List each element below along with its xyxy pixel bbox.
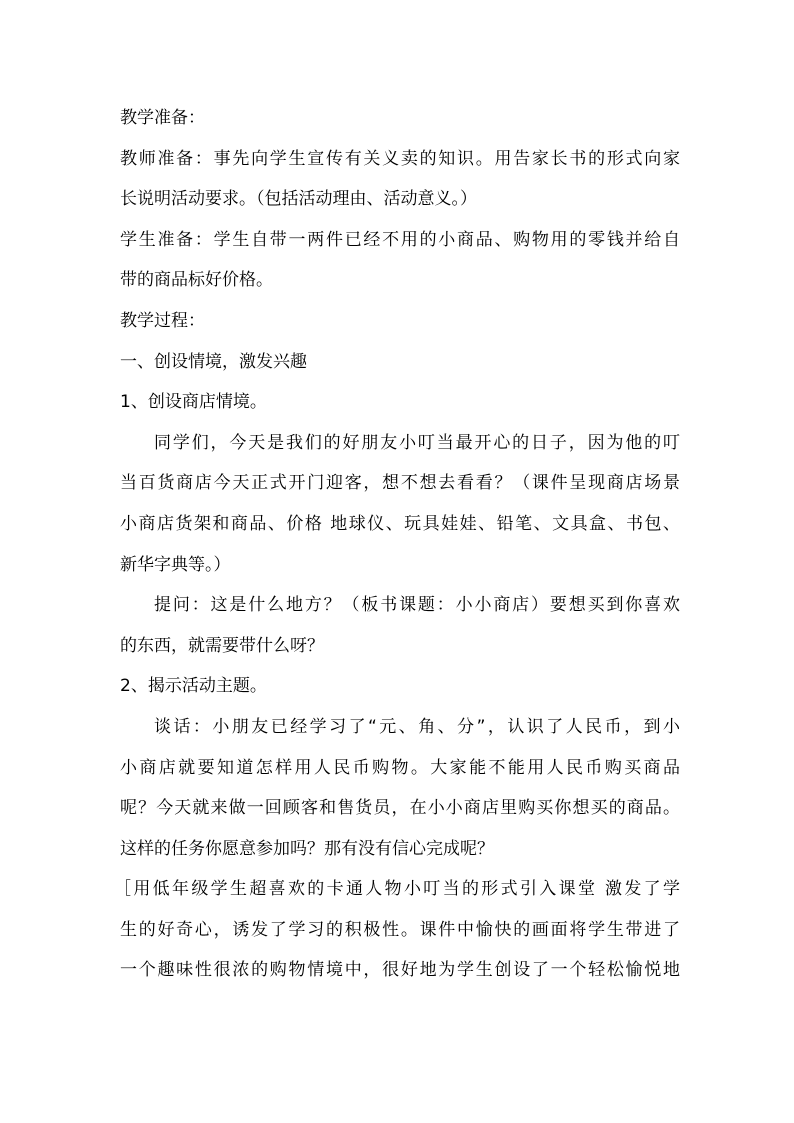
paragraph-line: 带的商品标好价格。 — [120, 270, 273, 291]
paragraph-line: 教师准备：事先向学生宣传有关义卖的知识。用告家长书的形式向家 — [120, 148, 680, 169]
paragraph-line: 这样的任务你愿意参加吗？那有没有信心完成呢？ — [120, 838, 494, 859]
subsection-heading: 1、创设商店情境。 — [120, 392, 267, 413]
paragraph-line: 谈话：小朋友已经学习了“元、角、分”，认识了人民币，到小 — [154, 716, 680, 737]
commentary-line: ［用低年级学生超喜欢的卡通人物小叮当的形式引入课堂 激发了学 — [114, 879, 680, 900]
paragraph-line: 呢？今天就来做一回顾客和售货员，在小小商店里购买你想买的商品。 — [120, 798, 680, 819]
commentary-line: 一个趣味性很浓的购物情境中，很好地为学生创设了一个轻松愉悦地 — [120, 960, 680, 981]
paragraph-line: 当百货商店今天正式开门迎客，想不想去看看？（课件呈现商店场景 — [120, 473, 680, 494]
document-page — [114, 98, 680, 991]
subsection-heading: 2、揭示活动主题。 — [120, 676, 267, 697]
paragraph-line: 的东西，就需要带什么呀？ — [120, 635, 324, 656]
section-heading: 一、创设情境，激发兴趣 — [120, 351, 307, 372]
commentary-line: 生的好奇心，诱发了学习的积极性。课件中愉快的画面将学生带进了 — [120, 919, 680, 940]
paragraph-line: 提问：这是什么地方？（板书课题：小小商店）要想买到你喜欢 — [154, 595, 680, 616]
paragraph-line: 同学们，今天是我们的好朋友小叮当最开心的日子，因为他的叮 — [154, 432, 680, 453]
paragraph-line: 小商店就要知道怎样用人民币购物。大家能不能用人民币购买商品 — [120, 757, 680, 778]
heading-teaching-process: 教学过程： — [120, 310, 205, 331]
paragraph-line: 长说明活动要求。（包括活动理由、活动意义。） — [120, 189, 477, 210]
paragraph-line: 学生准备：学生自带一两件已经不用的小商品、购物用的零钱并给自 — [120, 229, 680, 250]
paragraph-line: 小商店货架和商品、价格 地球仪、玩具娃娃、铅笔、文具盒、书包、 — [120, 513, 680, 534]
heading-teaching-prep: 教学准备： — [120, 108, 205, 128]
paragraph-line: 新华字典等。） — [120, 554, 231, 575]
